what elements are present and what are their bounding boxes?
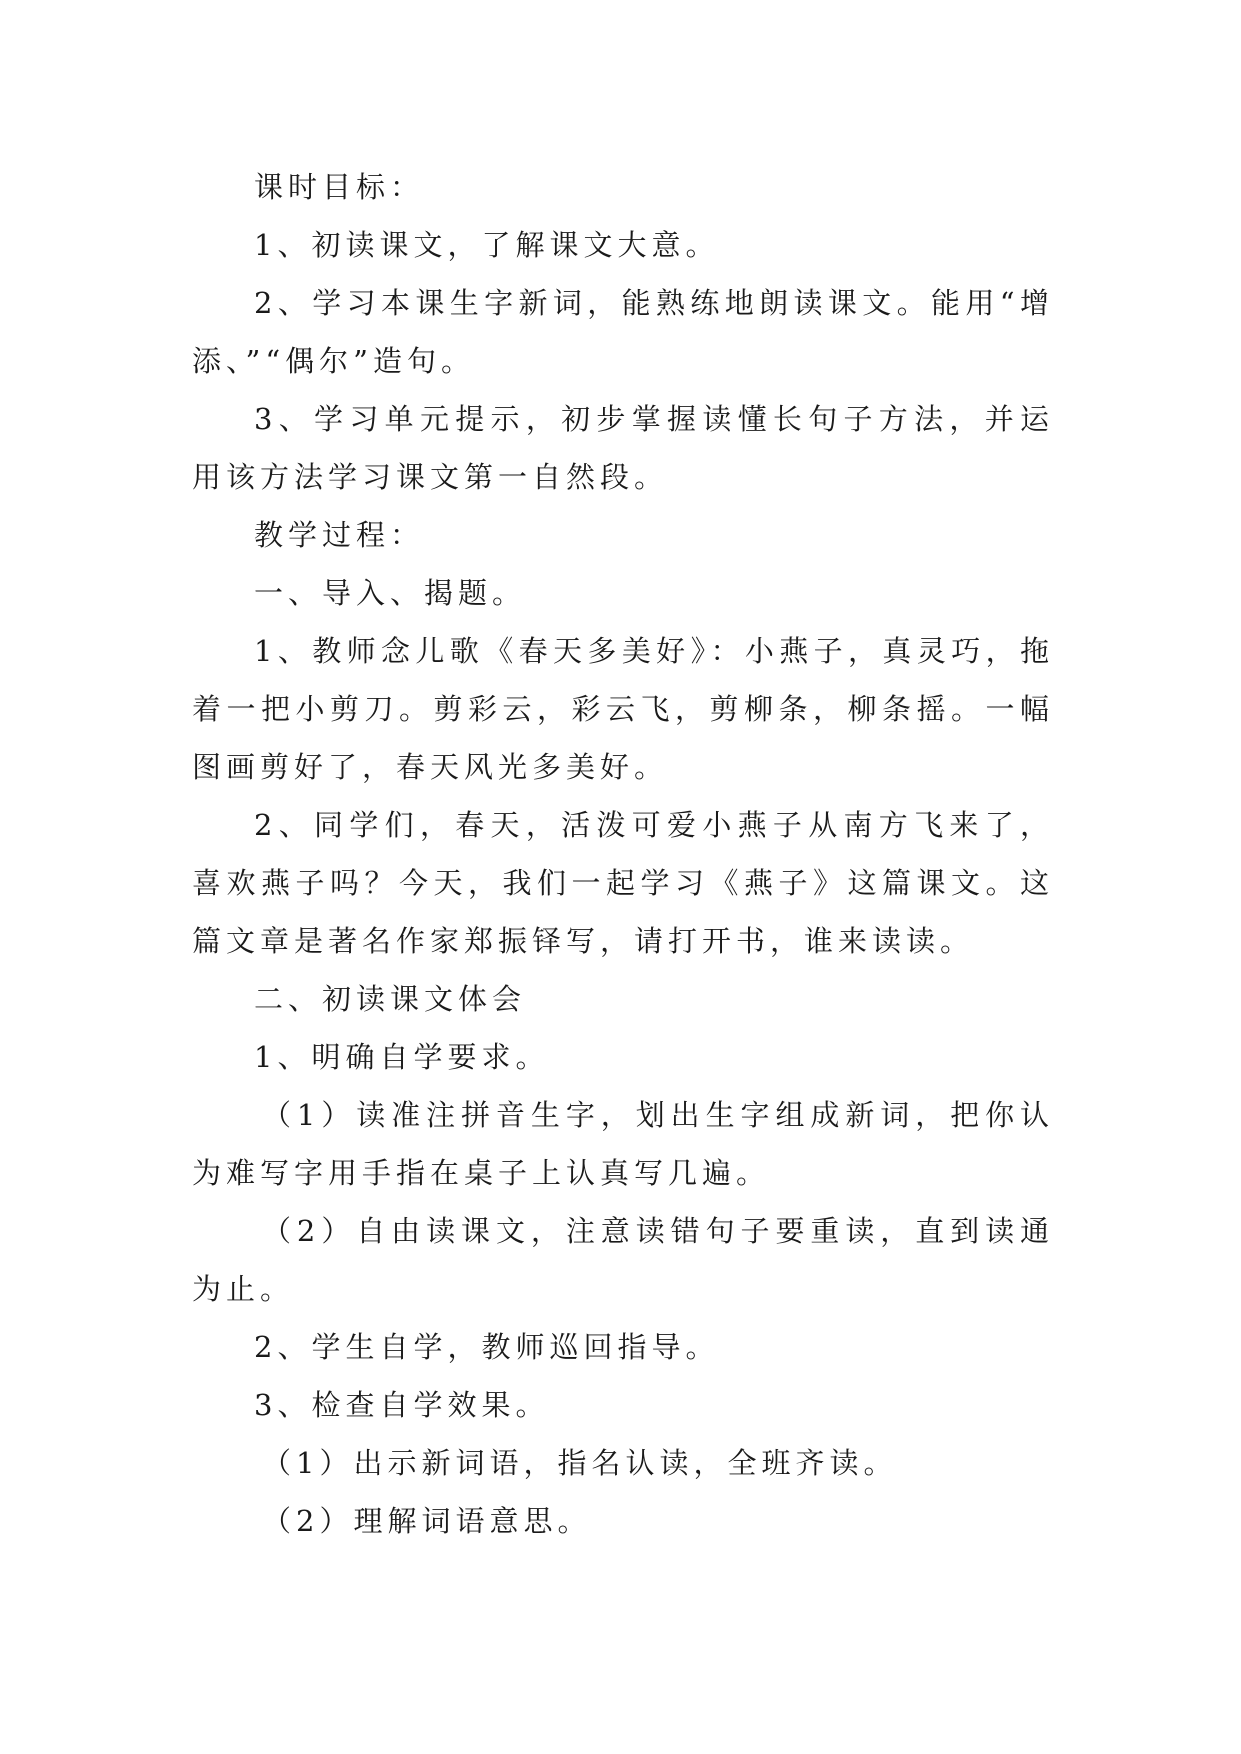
section-2-subitem-1: （1）读准注拼音生字，划出生字组成新词，把你认为难写字用手指在桌子上认真写几遍。 (192, 1098, 1054, 1190)
section-1-title: 一、导入、揭题。 (254, 576, 527, 610)
section-2-subitem-2: （2）自由读课文，注意读错句子要重读，直到读通为止。 (192, 1214, 1054, 1306)
section-1-item-1: 1、教师念儿歌《春天多美好》：小燕子，真灵巧，拖着一把小剪刀。剪彩云，彩云飞，剪柳条，柳条摇。一幅图画剪好了，春天风光多美好。 (192, 634, 1054, 784)
goal-item-3: 3、学习单元提示，初步掌握读懂长句子方法，并运用该方法学习课文第一自然段。 (192, 402, 1054, 494)
document-body (192, 158, 1054, 1550)
section-1-item-2: 2、同学们，春天，活泼可爱小燕子从南方飞来了，喜欢燕子吗？今天，我们一起学习《燕子》这篇课文。这篇文章是著名作家郑振铎写，请打开书，谁来读读。 (192, 808, 1054, 958)
section-2-subitem-3: （1）出示新词语，指名认读，全班齐读。 (262, 1446, 898, 1480)
goal-item-2: 2、学习本课生字新词，能熟练地朗读课文。能用“增添、”“偶尔”造句。 (192, 286, 1054, 378)
section-2-item-1: 1、明确自学要求。 (254, 1040, 550, 1074)
section-2-subitem-4: （2）理解词语意思。 (262, 1504, 592, 1538)
heading-lesson-goals: 课时目标： (254, 170, 425, 204)
heading-teaching-process: 教学过程： (254, 518, 425, 552)
section-2-title: 二、初读课文体会 (254, 982, 527, 1016)
section-2-item-3: 3、检查自学效果。 (254, 1388, 550, 1422)
goal-item-1: 1、初读课文，了解课文大意。 (254, 228, 720, 262)
section-2-item-2: 2、学生自学，教师巡回指导。 (254, 1330, 720, 1364)
